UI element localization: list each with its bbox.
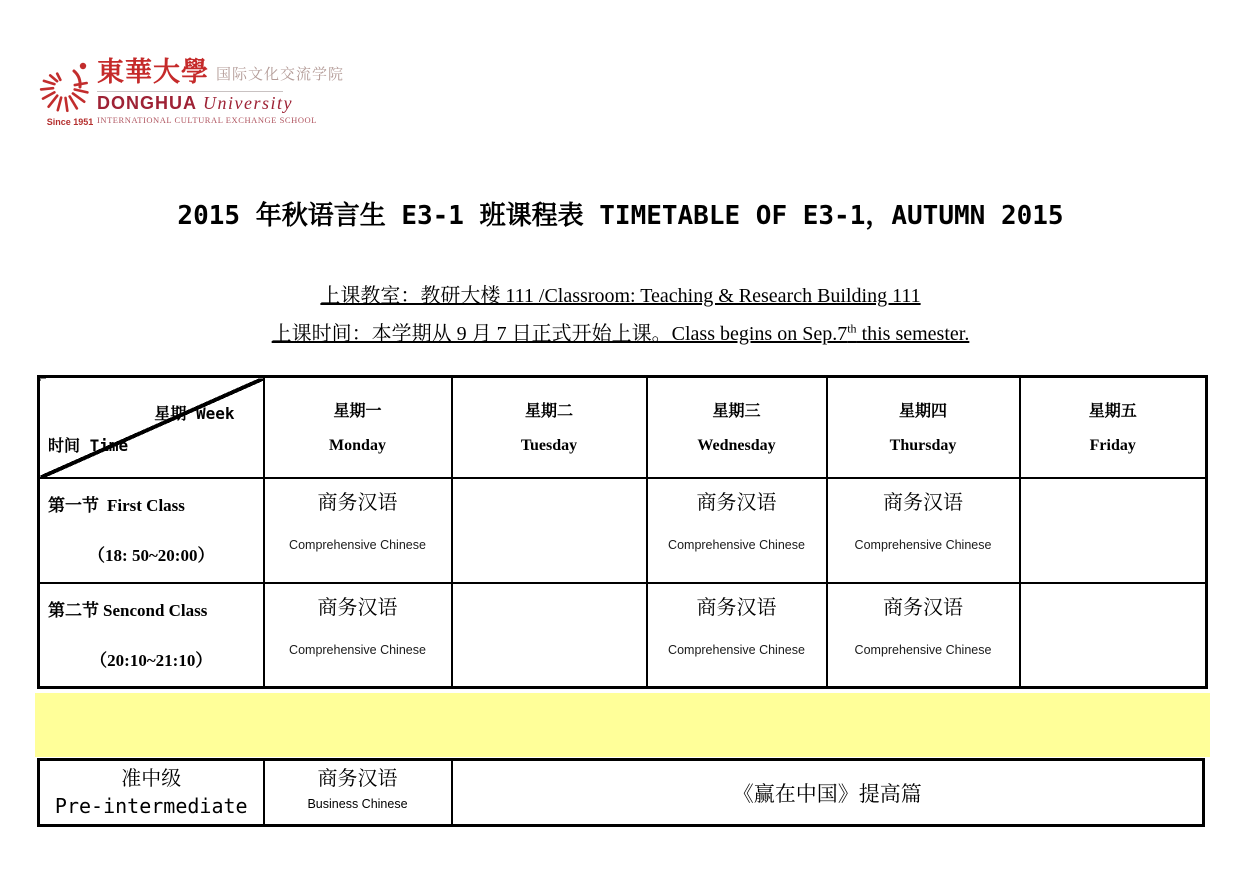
class-cjk-label: 第一节 bbox=[48, 495, 99, 515]
class-time-range: （18: 50~20:00） bbox=[88, 545, 215, 565]
yellow-highlight-band bbox=[35, 693, 1210, 757]
corner-time-label: 时间 Time bbox=[48, 436, 129, 455]
first-class-label-cell bbox=[39, 478, 264, 583]
subject-cell-thu-2 bbox=[827, 583, 1020, 688]
logo-en-university-name: DONGHUA bbox=[97, 93, 197, 113]
day-en-label: Wednesday bbox=[697, 437, 776, 454]
course-cell bbox=[264, 760, 452, 826]
subject-cjk: 商务汉语 bbox=[317, 491, 398, 514]
day-cjk-label: 星期二 bbox=[524, 403, 573, 420]
level-cell bbox=[39, 760, 264, 826]
logo-divider bbox=[97, 91, 283, 92]
timetable bbox=[37, 375, 1208, 689]
class-time-range: （20:10~21:10） bbox=[90, 650, 213, 670]
timetable-header-row bbox=[39, 377, 1207, 478]
subject-cjk: 商务汉语 bbox=[883, 491, 963, 514]
subject-cjk: 商务汉语 bbox=[696, 491, 777, 514]
subject-en: Comprehensive Chinese bbox=[854, 642, 992, 657]
subject-cell-thu-1 bbox=[827, 478, 1020, 583]
day-cjk-label: 星期一 bbox=[333, 403, 382, 420]
day-en-label: Thursday bbox=[889, 437, 957, 454]
donghua-logo bbox=[33, 55, 345, 145]
class-en-label: First Class bbox=[107, 495, 185, 515]
logo-cjk-school-name: 国际文化交流学院 bbox=[216, 67, 345, 83]
donghua-seal-icon bbox=[33, 57, 95, 117]
corner-cell-week-time bbox=[39, 377, 264, 478]
subject-en: Comprehensive Chinese bbox=[854, 537, 992, 552]
notes-block bbox=[0, 280, 1241, 350]
day-header-wednesday bbox=[647, 377, 827, 478]
textbook-title: 《赢在中国》提高篇 bbox=[732, 781, 922, 806]
day-en-label: Friday bbox=[1089, 437, 1136, 454]
level-cjk-label: 准中级 bbox=[121, 768, 182, 790]
subject-cell-mon-2 bbox=[264, 583, 452, 688]
subject-cjk: 商务汉语 bbox=[696, 596, 777, 619]
day-header-thursday bbox=[827, 377, 1020, 478]
class-cjk-label: 第二节 bbox=[48, 600, 99, 620]
subject-cjk: 商务汉语 bbox=[317, 596, 398, 619]
level-table bbox=[37, 758, 1205, 827]
second-class-label-cell bbox=[39, 583, 264, 688]
logo-en-university-word: University bbox=[203, 93, 293, 113]
first-class-row bbox=[39, 478, 1207, 583]
day-cjk-label: 星期四 bbox=[898, 403, 947, 420]
logo-cjk-university-name: 東華大學 bbox=[97, 57, 209, 87]
corner-week-label: 星期 Week bbox=[154, 404, 235, 423]
second-class-row bbox=[39, 583, 1207, 688]
course-cjk-label: 商务汉语 bbox=[317, 768, 398, 790]
class-time-note-suffix: this semester. bbox=[856, 322, 970, 345]
course-en-label: Business Chinese bbox=[307, 797, 408, 811]
logo-en-school-name: INTERNATIONAL CULTURAL EXCHANGE SCHOOL bbox=[97, 115, 317, 125]
day-header-tuesday bbox=[452, 377, 647, 478]
subject-cell-tue-1 bbox=[452, 478, 647, 583]
subject-cell-wed-1 bbox=[647, 478, 827, 583]
subject-cell-tue-2 bbox=[452, 583, 647, 688]
subject-cell-wed-2 bbox=[647, 583, 827, 688]
level-row bbox=[39, 760, 1204, 826]
day-cjk-label: 星期五 bbox=[1088, 403, 1137, 420]
subject-en: Comprehensive Chinese bbox=[289, 642, 426, 657]
day-en-label: Monday bbox=[329, 437, 386, 454]
day-cjk-label: 星期三 bbox=[712, 403, 761, 420]
subject-cjk: 商务汉语 bbox=[883, 596, 963, 619]
page-title: 2015 年秋语言生 E3-1 班课程表 TIMETABLE OF E3-1，AUTUMN 2015 bbox=[177, 201, 1064, 231]
level-en-label: Pre-intermediate bbox=[54, 794, 248, 818]
subject-cell-fri-2 bbox=[1020, 583, 1207, 688]
classroom-note: 上课教室：教研大楼 111 /Classroom: Teaching & Research Building 111 bbox=[320, 285, 921, 307]
day-en-label: Tuesday bbox=[520, 437, 578, 454]
subject-en: Comprehensive Chinese bbox=[668, 537, 805, 552]
class-time-note bbox=[272, 323, 970, 345]
logo-since-label: Since 1951 bbox=[46, 117, 94, 127]
day-header-friday bbox=[1020, 377, 1207, 478]
day-header-monday bbox=[264, 377, 452, 478]
logo-text-block bbox=[97, 57, 345, 125]
class-time-note-text: 上课时间：本学期从 9 月 7 日正式开始上课。Class begins on Sep.7 bbox=[271, 322, 848, 345]
subject-cell-fri-1 bbox=[1020, 478, 1207, 583]
subject-en: Comprehensive Chinese bbox=[289, 537, 426, 552]
class-en-label: Sencond Class bbox=[103, 600, 208, 620]
class-time-note-sup: th bbox=[847, 321, 857, 335]
textbook-cell bbox=[452, 760, 1204, 826]
subject-en: Comprehensive Chinese bbox=[668, 642, 805, 657]
subject-cell-mon-1 bbox=[264, 478, 452, 583]
